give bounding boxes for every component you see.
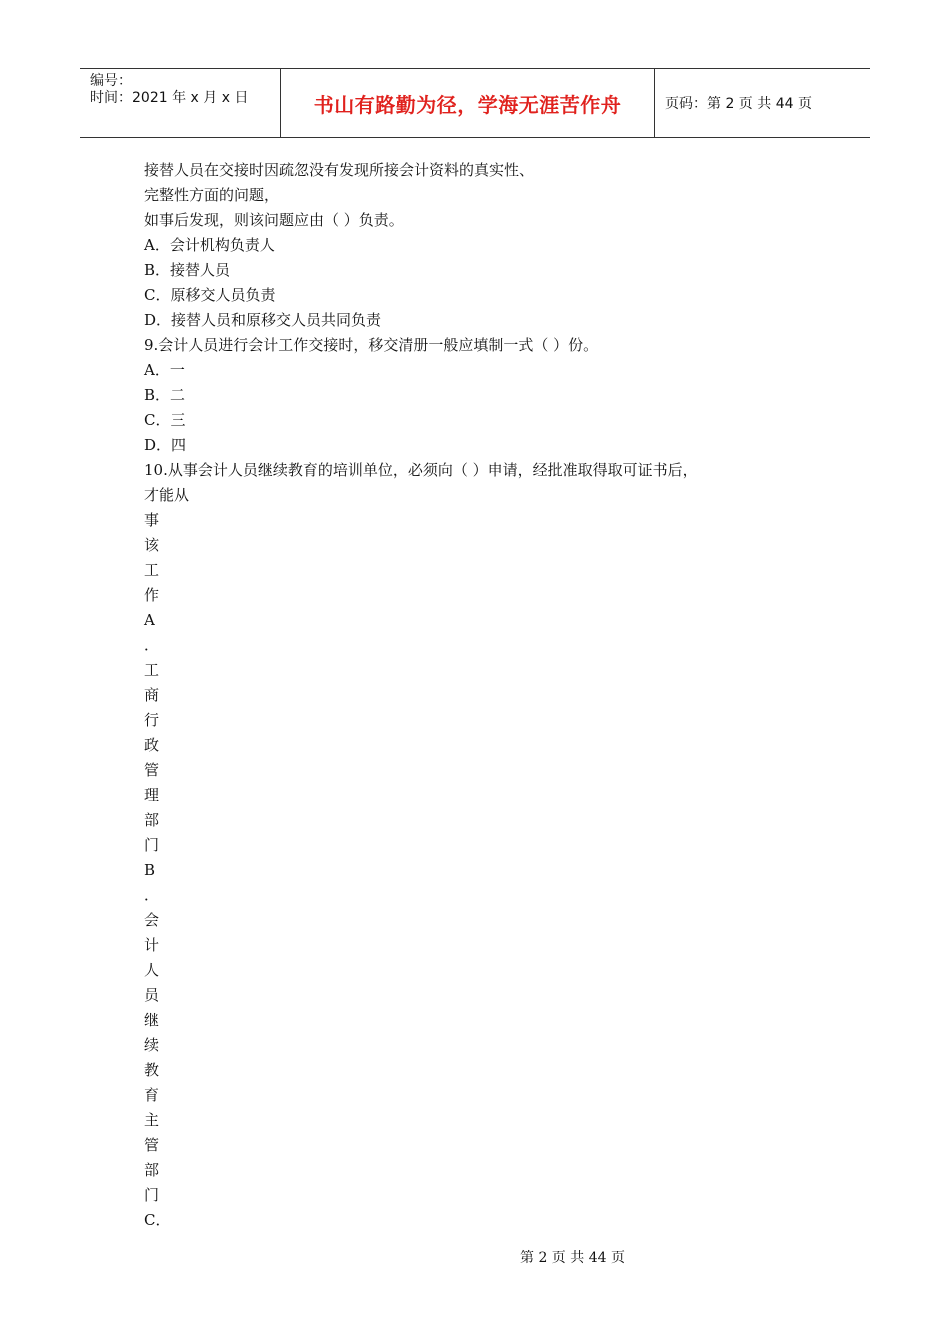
text-line: 完整性方面的问题， xyxy=(144,186,280,204)
page-header xyxy=(80,68,870,138)
vertical-char: A xyxy=(144,611,155,629)
text-line: C．三 xyxy=(144,411,186,429)
header-meta xyxy=(80,69,281,137)
header-page-info xyxy=(655,69,870,137)
time-label: 时间：2021 年 x 月 x 日 xyxy=(90,90,249,106)
text-line: 9.会计人员进行会计工作交接时，移交清册一般应填制一式（ ）份。 xyxy=(144,336,599,354)
vertical-text-column xyxy=(144,508,824,1233)
vertical-char: C． xyxy=(144,1211,171,1229)
body-lines xyxy=(144,158,824,508)
vertical-char: 事 xyxy=(144,511,160,529)
vertical-char: 该 xyxy=(144,536,160,554)
text-line: 接替人员在交接时因疏忽没有发现所接会计资料的真实性、 xyxy=(144,161,535,179)
vertical-char: 会 xyxy=(144,911,160,929)
text-line: D．四 xyxy=(144,436,187,454)
vertical-char: 管 xyxy=(144,761,160,779)
vertical-char: 工 xyxy=(144,661,160,679)
text-line: A．一 xyxy=(144,361,185,379)
vertical-char: ． xyxy=(144,886,160,904)
text-line: B．二 xyxy=(144,386,186,404)
vertical-char: 育 xyxy=(144,1086,160,1104)
vertical-char: 政 xyxy=(144,736,160,754)
vertical-char: B xyxy=(144,861,156,879)
vertical-char: 理 xyxy=(144,786,160,804)
vertical-char: 工 xyxy=(144,561,160,579)
vertical-char: 门 xyxy=(144,1186,160,1204)
vertical-char: 门 xyxy=(144,836,160,854)
header-motto-cell xyxy=(281,69,655,137)
vertical-char: 人 xyxy=(144,961,160,979)
text-line: 如事后发现，则该问题应由（ ）负责。 xyxy=(144,211,404,229)
number-label: 编号： xyxy=(90,73,132,89)
vertical-char: 继 xyxy=(144,1011,160,1029)
motto-text: 书山有路勤为径，学海无涯苦作舟 xyxy=(313,92,622,117)
page-footer xyxy=(0,1247,950,1267)
vertical-char: 教 xyxy=(144,1061,160,1079)
vertical-char: 续 xyxy=(144,1036,160,1054)
vertical-char: ． xyxy=(144,636,160,654)
vertical-char: 计 xyxy=(144,936,160,954)
text-line: A．会计机构负责人 xyxy=(144,236,275,254)
text-line: 才能从 xyxy=(144,486,190,504)
text-line: B．接替人员 xyxy=(144,261,231,279)
vertical-char: 作 xyxy=(144,586,160,604)
vertical-char: 员 xyxy=(144,986,160,1004)
vertical-char: 部 xyxy=(144,811,160,829)
text-line: C．原移交人员负责 xyxy=(144,286,276,304)
text-line: D．接替人员和原移交人员共同负责 xyxy=(144,311,382,329)
page-info-text: 页码：第 2 页 共 44 页 xyxy=(665,96,812,112)
vertical-char: 部 xyxy=(144,1161,160,1179)
vertical-char: 主 xyxy=(144,1111,160,1129)
vertical-char: 商 xyxy=(144,686,160,704)
vertical-char: 行 xyxy=(144,711,160,729)
document-body xyxy=(144,158,824,1233)
footer-page-number: 第 2 页 共 44 页 xyxy=(520,1250,625,1266)
vertical-char: 管 xyxy=(144,1136,160,1154)
text-line: 10.从事会计人员继续教育的培训单位，必须向（ ）申请，经批准取得取可证书后， xyxy=(144,461,698,479)
